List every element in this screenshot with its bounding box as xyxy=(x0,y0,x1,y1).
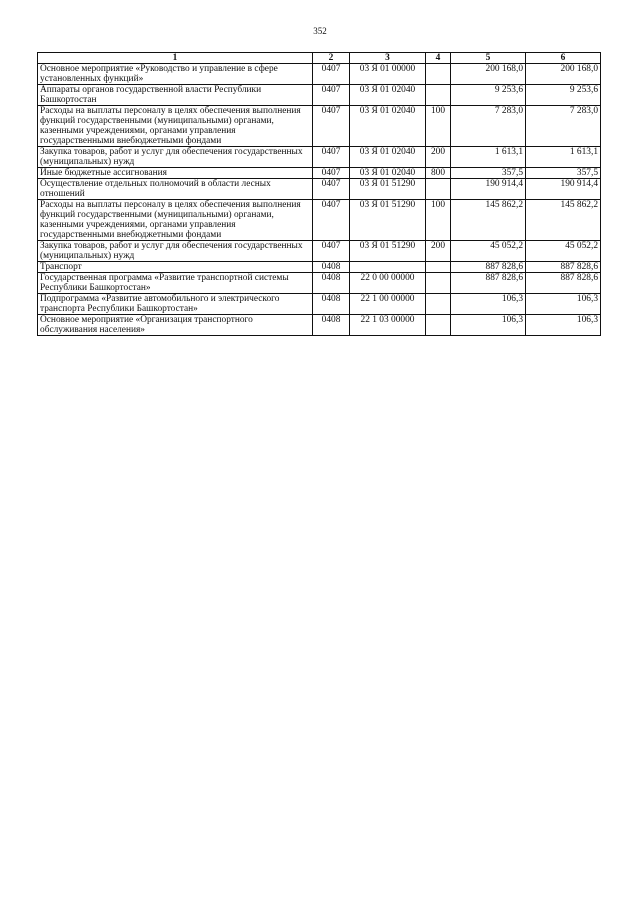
row-section: 0408 xyxy=(313,315,350,336)
header-col-6: 6 xyxy=(526,53,601,64)
row-section: 0407 xyxy=(313,85,350,106)
row-article: 03 Я 01 02040 xyxy=(350,147,426,168)
table-row xyxy=(38,106,601,147)
row-section: 0408 xyxy=(313,294,350,315)
row-amount-2: 357,5 xyxy=(526,168,601,179)
budget-table xyxy=(37,52,601,336)
row-amount-1: 145 862,2 xyxy=(451,200,526,241)
table-row xyxy=(38,273,601,294)
row-name: Основное мероприятие «Организация транспортного обслуживания населения» xyxy=(38,315,313,336)
table-body xyxy=(38,64,601,336)
row-section: 0407 xyxy=(313,179,350,200)
row-section: 0407 xyxy=(313,241,350,262)
row-expense-type: 200 xyxy=(426,241,451,262)
row-amount-1: 200 168,0 xyxy=(451,64,526,85)
row-expense-type xyxy=(426,179,451,200)
row-section: 0407 xyxy=(313,64,350,85)
row-article: 22 0 00 00000 xyxy=(350,273,426,294)
table-row xyxy=(38,315,601,336)
row-amount-2: 9 253,6 xyxy=(526,85,601,106)
row-name: Закупка товаров, работ и услуг для обеспечения государственных (муниципальных) нужд xyxy=(38,147,313,168)
header-col-4: 4 xyxy=(426,53,451,64)
table-row xyxy=(38,262,601,273)
row-article: 03 Я 01 51290 xyxy=(350,179,426,200)
row-section: 0407 xyxy=(313,200,350,241)
table-row xyxy=(38,294,601,315)
row-name: Транспорт xyxy=(38,262,313,273)
row-amount-2: 7 283,0 xyxy=(526,106,601,147)
row-section: 0407 xyxy=(313,147,350,168)
row-expense-type xyxy=(426,294,451,315)
header-row xyxy=(38,53,601,64)
row-name: Расходы на выплаты персоналу в целях обеспечения выполнения функций государственными (муниципальными) органами, казенными учреждениями, органами управления государственными внебюджетными фондами xyxy=(38,200,313,241)
row-amount-2: 106,3 xyxy=(526,315,601,336)
table-row xyxy=(38,241,601,262)
row-amount-2: 190 914,4 xyxy=(526,179,601,200)
row-expense-type: 100 xyxy=(426,106,451,147)
row-section: 0408 xyxy=(313,262,350,273)
row-article: 03 Я 01 02040 xyxy=(350,106,426,147)
row-expense-type xyxy=(426,315,451,336)
row-amount-1: 45 052,2 xyxy=(451,241,526,262)
row-expense-type xyxy=(426,85,451,106)
row-section: 0407 xyxy=(313,168,350,179)
row-expense-type: 100 xyxy=(426,200,451,241)
row-article: 03 Я 01 02040 xyxy=(350,85,426,106)
header-col-1: 1 xyxy=(38,53,313,64)
row-amount-1: 106,3 xyxy=(451,315,526,336)
row-amount-1: 357,5 xyxy=(451,168,526,179)
row-amount-2: 45 052,2 xyxy=(526,241,601,262)
row-article: 03 Я 01 51290 xyxy=(350,241,426,262)
row-expense-type: 200 xyxy=(426,147,451,168)
row-name: Основное мероприятие «Руководство и управление в сфере установленных функций» xyxy=(38,64,313,85)
table-row xyxy=(38,179,601,200)
table-row xyxy=(38,200,601,241)
row-amount-2: 106,3 xyxy=(526,294,601,315)
row-section: 0408 xyxy=(313,273,350,294)
row-amount-2: 1 613,1 xyxy=(526,147,601,168)
row-article: 03 Я 01 02040 xyxy=(350,168,426,179)
row-name: Закупка товаров, работ и услуг для обеспечения государственных (муниципальных) нужд xyxy=(38,241,313,262)
row-amount-1: 887 828,6 xyxy=(451,262,526,273)
row-amount-1: 7 283,0 xyxy=(451,106,526,147)
row-name: Подпрограмма «Развитие автомобильного и электрического транспорта Республики Башкортостан» xyxy=(38,294,313,315)
row-article: 03 Я 01 00000 xyxy=(350,64,426,85)
row-amount-1: 1 613,1 xyxy=(451,147,526,168)
row-expense-type xyxy=(426,64,451,85)
row-article: 22 1 03 00000 xyxy=(350,315,426,336)
row-amount-2: 887 828,6 xyxy=(526,262,601,273)
row-name: Иные бюджетные ассигнования xyxy=(38,168,313,179)
row-amount-1: 9 253,6 xyxy=(451,85,526,106)
row-name: Осуществление отдельных полномочий в области лесных отношений xyxy=(38,179,313,200)
table-row xyxy=(38,147,601,168)
header-col-5: 5 xyxy=(451,53,526,64)
row-expense-type xyxy=(426,262,451,273)
row-amount-2: 887 828,6 xyxy=(526,273,601,294)
row-amount-1: 106,3 xyxy=(451,294,526,315)
row-article: 03 Я 01 51290 xyxy=(350,200,426,241)
row-amount-1: 190 914,4 xyxy=(451,179,526,200)
row-article: 22 1 00 00000 xyxy=(350,294,426,315)
row-expense-type xyxy=(426,273,451,294)
table-row xyxy=(38,64,601,85)
row-amount-2: 200 168,0 xyxy=(526,64,601,85)
row-amount-2: 145 862,2 xyxy=(526,200,601,241)
header-col-3: 3 xyxy=(350,53,426,64)
table-row xyxy=(38,85,601,106)
row-name: Аппараты органов государственной власти Республики Башкортостан xyxy=(38,85,313,106)
header-col-2: 2 xyxy=(313,53,350,64)
page-number: 352 xyxy=(313,26,327,36)
row-name: Государственная программа «Развитие транспортной системы Республики Башкортостан» xyxy=(38,273,313,294)
row-name: Расходы на выплаты персоналу в целях обеспечения выполнения функций государственными (муниципальными) органами, казенными учреждениями, органами управления государственными внебюджетными фондами xyxy=(38,106,313,147)
row-amount-1: 887 828,6 xyxy=(451,273,526,294)
row-article xyxy=(350,262,426,273)
row-expense-type: 800 xyxy=(426,168,451,179)
row-section: 0407 xyxy=(313,106,350,147)
table-row xyxy=(38,168,601,179)
